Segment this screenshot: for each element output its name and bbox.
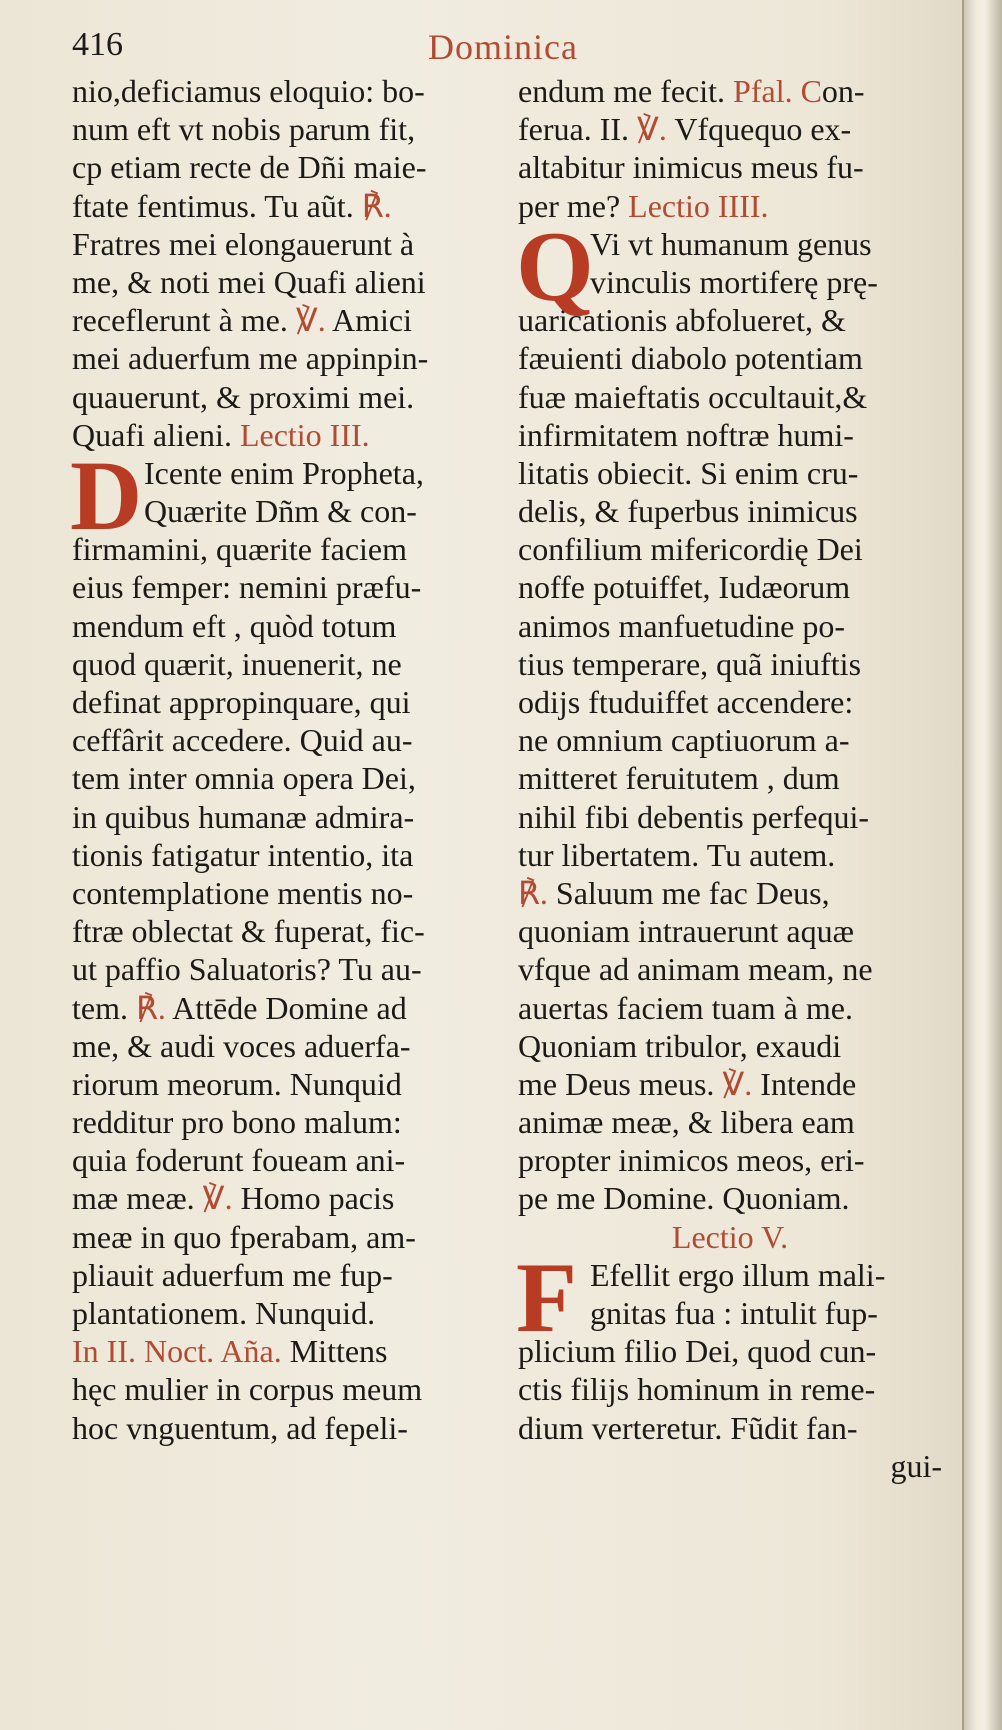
body-text: ftate fentimus. Tu aũt. [72, 187, 362, 224]
text-line [518, 1447, 942, 1485]
rubric-text: ℟. [135, 989, 166, 1026]
body-text: hęc mulier in corpus meum [72, 1371, 423, 1408]
text-line [518, 759, 942, 797]
body-text: ferua. II. [518, 111, 638, 148]
text-line [72, 187, 496, 225]
body-text: delis, & fuperbus inimicus [518, 493, 858, 530]
rubric-text: ℟. [361, 187, 392, 224]
text-line [518, 1179, 942, 1217]
body-text: gnitas fua : intulit fup- [590, 1295, 878, 1331]
text-line [518, 416, 942, 454]
text-line [72, 645, 496, 683]
text-line [72, 912, 496, 950]
body-text: redditur pro bono malum: [72, 1104, 402, 1141]
body-text: Saluum me fac Deus, [547, 874, 830, 911]
body-text: Vfquequo ex- [666, 111, 852, 148]
text-line [518, 339, 942, 377]
text-line [72, 989, 496, 1027]
body-text: quia foderunt foueam ani- [72, 1142, 406, 1179]
text-line [72, 378, 496, 416]
rubric-text: Pfal. C [733, 73, 822, 109]
body-text: definat appropinquare, qui [72, 684, 411, 720]
body-text: quoniam intrauerunt aquæ [518, 913, 854, 950]
text-line [72, 1256, 496, 1294]
text-line [518, 836, 942, 874]
body-text: animæ meæ, & libera eam [518, 1104, 855, 1141]
text-line [72, 225, 496, 263]
body-text: tem inter omnia opera Dei, [72, 760, 416, 797]
left-column [72, 72, 496, 1447]
body-text: on- [821, 73, 865, 109]
text-line [518, 1027, 942, 1065]
body-text: Homo pacis [232, 1180, 395, 1217]
text-line [518, 989, 942, 1027]
text-line [518, 1370, 942, 1408]
text-line [518, 721, 942, 759]
body-text: altabitur inimicus meus fu- [518, 149, 864, 186]
text-line [518, 110, 942, 148]
body-text: odijs ftuduiffet accendere: [518, 684, 854, 720]
text-line [518, 798, 942, 836]
text-line [72, 1141, 496, 1179]
text-line [72, 950, 496, 988]
body-text: nio,deficiamus eloquio: bo- [72, 73, 425, 109]
body-text: Vi vt humanum genus [590, 225, 872, 262]
body-text: ne omnium captiuorum a- [518, 722, 850, 759]
body-text: dium verteretur. Fũdit fan- [518, 1409, 858, 1446]
body-text: num eft vt nobis parum fit, [72, 111, 416, 148]
text-line [518, 454, 942, 492]
body-text: me, & audi voces aduerfa- [72, 1027, 411, 1064]
page-number: 416 [72, 26, 123, 63]
text-line [518, 568, 942, 606]
body-text: tur libertatem. Tu autem. [518, 836, 836, 873]
body-text: endum me fecit. [518, 73, 734, 109]
text-line [518, 645, 942, 683]
body-text: vinculis mortiferę prę- [590, 263, 878, 300]
body-text: mitteret feruitutem , dum [518, 760, 840, 797]
text-line [518, 950, 942, 988]
text-line [518, 72, 942, 110]
body-text: receflerunt à me. [72, 302, 296, 339]
body-text: hoc vnguentum, ad fepeli- [72, 1409, 408, 1446]
rubric-text: ℣. [637, 111, 667, 148]
body-text: fuæ maieftatis occultauit,& [518, 378, 868, 415]
body-text: in quibus humanæ admira- [72, 798, 415, 835]
text-line [72, 1065, 496, 1103]
body-text: plicium filio Dei, quod cun- [518, 1333, 877, 1370]
body-text: Quoniam tribulor, exaudi [518, 1027, 842, 1064]
body-text: ctis filijs hominum in reme- [518, 1371, 876, 1408]
body-text: me, & noti mei Quafi alieni [72, 263, 426, 300]
body-text: me Deus meus. [518, 1065, 723, 1102]
text-line [518, 607, 942, 645]
body-text: plantationem. Nunquid. [72, 1295, 376, 1331]
body-text: fæuienti diabolo potentiam [518, 340, 863, 377]
text-line [72, 110, 496, 148]
body-text: Quafi alieni. [72, 416, 240, 453]
text-line [518, 148, 942, 186]
text-line [518, 1065, 942, 1103]
body-text: contemplatione mentis no- [72, 874, 414, 911]
body-text: per me? [518, 187, 629, 224]
text-line [518, 683, 942, 721]
rubric-text: ℟. [518, 874, 548, 911]
drop-cap-initial: F [516, 1241, 578, 1353]
body-text: Quærite Dñm & con- [144, 493, 417, 530]
text-line [518, 530, 942, 568]
text-line [518, 492, 942, 530]
body-text: Icente enim Propheta, [144, 454, 424, 491]
text-line [518, 912, 942, 950]
rubric-text: Lectio V. [671, 1218, 789, 1255]
text-line [72, 1027, 496, 1065]
body-text: animos manfuetudine po- [518, 607, 846, 644]
text-line [518, 1409, 942, 1447]
body-text: Intende [752, 1065, 857, 1102]
rubric-text: ℣. [202, 1180, 233, 1217]
text-line [72, 72, 496, 110]
body-text: firmamini, quærite faciem [72, 531, 407, 568]
text-line [72, 607, 496, 645]
body-text: litatis obiecit. Si enim cru- [518, 454, 859, 491]
body-text: meæ in quo fperabam, am- [72, 1218, 416, 1255]
body-text: pliauit aduerfum me fup- [72, 1256, 393, 1293]
rubric-text: In II. Noct. Aña. [72, 1333, 282, 1370]
body-text: riorum meorum. Nunquid [72, 1065, 402, 1102]
text-line [72, 1218, 496, 1256]
body-text: Efellit ergo illum mali- [590, 1256, 886, 1293]
body-text: auertas faciem tuam à me. [518, 989, 853, 1026]
body-text: noffe potuiffet, Iudæorum [518, 569, 851, 606]
body-text: confilium mifericordię Dei [518, 531, 863, 568]
text-line [72, 874, 496, 912]
body-text: cp etiam recte de Dñi maie- [72, 149, 427, 186]
text-line [72, 263, 496, 301]
body-text: eius femper: nemini præfu- [72, 569, 422, 606]
body-text: ftræ oblectat & fuperat, fic- [72, 913, 425, 950]
body-text: ceffârit accedere. Quid au- [72, 722, 413, 759]
text-line [72, 1179, 496, 1217]
body-text: tionis fatigatur intentio, ita [72, 836, 414, 873]
text-line [518, 1332, 942, 1370]
body-text: tius temperare, quã iniuftis [518, 645, 862, 682]
text-line [72, 339, 496, 377]
body-text: Mittens [281, 1333, 388, 1370]
page-header [0, 22, 962, 72]
text-line [72, 759, 496, 797]
body-text: mendum eft , quòd totum [72, 607, 397, 644]
text-line [518, 1218, 942, 1256]
right-column [518, 72, 942, 1485]
drop-cap-initial: Q [516, 210, 594, 322]
text-line [72, 721, 496, 759]
rubric-text: Lectio III. [239, 416, 370, 453]
body-text: quod quærit, inuenerit, ne [72, 645, 402, 682]
body-text: pe me Domine. Quoniam. [518, 1180, 850, 1217]
body-text: gui- [890, 1447, 942, 1484]
body-text: vfque ad animam meam, ne [518, 951, 873, 988]
body-text: mei aduerfum me appinpin- [72, 340, 429, 377]
text-line [72, 1409, 496, 1447]
body-text: infirmitatem noftræ humi- [518, 416, 854, 453]
text-line [72, 301, 496, 339]
text-line [72, 683, 496, 721]
text-line [518, 1294, 942, 1332]
body-text: mæ meæ. [72, 1180, 203, 1217]
body-text: Attēde Domine ad [165, 989, 407, 1026]
body-text: Amici [325, 302, 412, 339]
text-line [72, 1294, 496, 1332]
body-text: ut paffio Saluatoris? Tu au- [72, 951, 422, 988]
page-fold-edge [962, 0, 1002, 1730]
rubric-text: ℣. [295, 302, 326, 339]
running-head: Dominica [428, 27, 578, 67]
body-text: nihil fibi debentis perfequi- [518, 798, 870, 835]
text-line [518, 1141, 942, 1179]
text-line [518, 874, 942, 912]
body-text: tem. [72, 989, 136, 1026]
drop-cap-initial: D [70, 439, 143, 551]
body-text: Fratres mei elongauerunt à [72, 225, 415, 262]
text-line [72, 836, 496, 874]
text-line [72, 1103, 496, 1141]
text-line [72, 1332, 496, 1370]
text-line [72, 568, 496, 606]
text-line [72, 148, 496, 186]
body-text: quauerunt, & proximi mei. [72, 378, 415, 415]
text-line [72, 1370, 496, 1408]
rubric-text: Lectio IIII. [628, 187, 769, 224]
text-line [72, 798, 496, 836]
body-text: propter inimicos meos, eri- [518, 1142, 865, 1179]
text-line [518, 378, 942, 416]
text-line [518, 1103, 942, 1141]
rubric-text: ℣. [722, 1065, 753, 1102]
body-text: uaricationis abfolueret, & [518, 302, 846, 339]
